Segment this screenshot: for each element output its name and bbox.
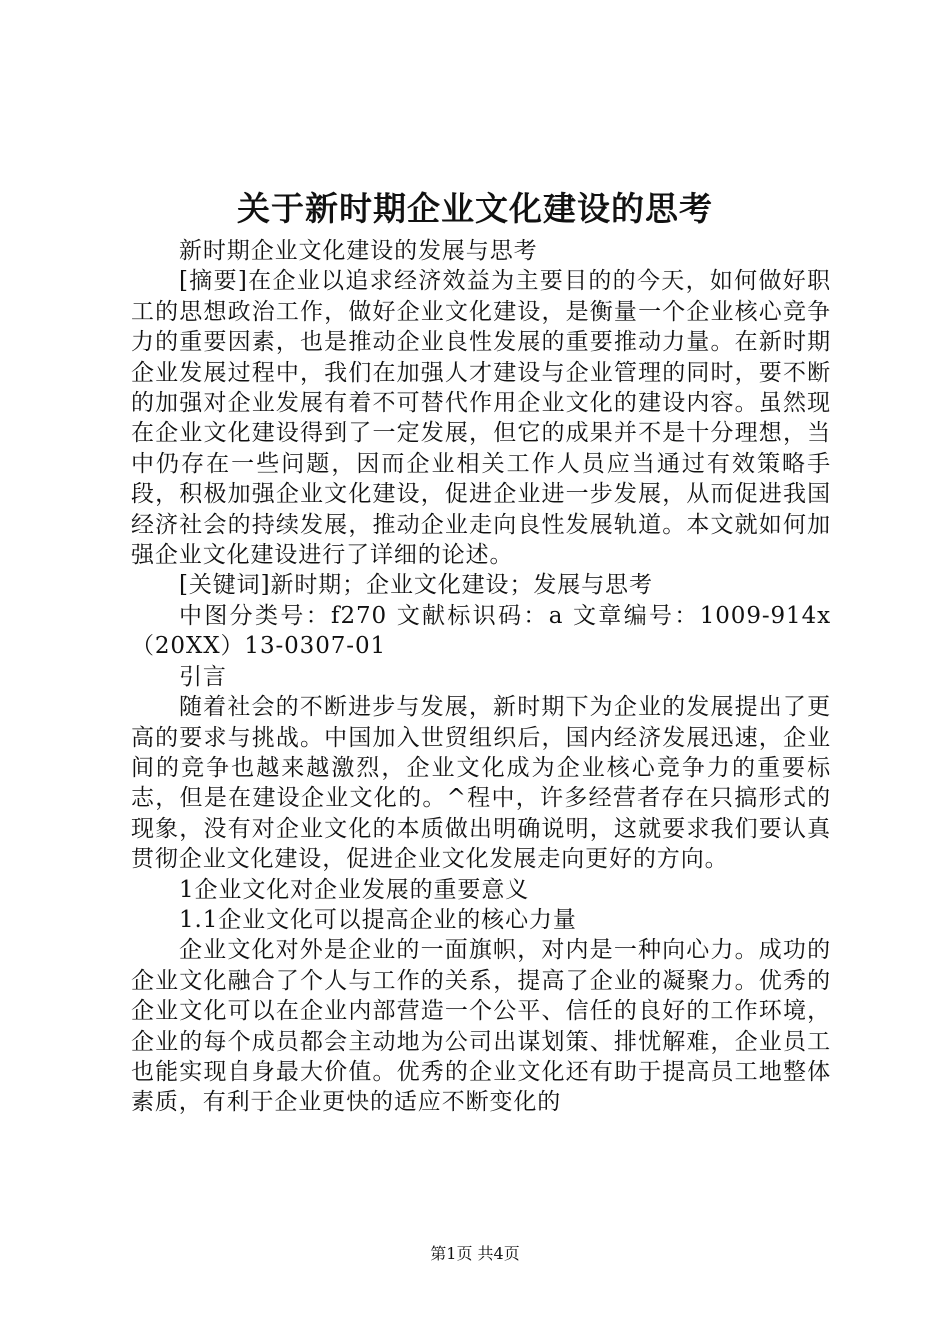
page-footer: 第1页 共4页 bbox=[430, 1244, 520, 1263]
section-1-1-heading: 1.1企业文化可以提高企业的核心力量 bbox=[179, 906, 577, 933]
document-body bbox=[131, 236, 831, 1118]
subtitle-paragraph: 新时期企业文化建设的发展与思考 bbox=[179, 238, 538, 264]
section-1-1-paragraph: 企业文化对外是企业的一面旗帜，对内是一种向心力。成功的企业文化融合了个人与工作的关系，提高了企业的凝聚力。优秀的企业文化可以在企业内部营造一个公平、信任的良好的工作环境，企业的每个成员都会主动地为公司出谋划策、排忧解难，企业员工也能实现自身最大价值。优秀的企业文化还有助于提高员工地整体素质，有利于企业更快的适应不断变化的 bbox=[131, 937, 831, 1116]
classification-paragraph: 中图分类号：f270 文献标识码：a 文章编号：1009-914x（20XX）13-0307-01 bbox=[131, 602, 831, 660]
introduction-paragraph: 随着社会的不断进步与发展，新时期下为企业的发展提出了更高的要求与挑战。中国加入世贸组织后，国内经济发展迅速，企业间的竞争也越来越激烈，企业文化成为企业核心竞争力的重要标志，但是在建设企业文化的。^程中，许多经营者存在只搞形式的现象，没有对企业文化的本质做出明确说明，这就要求我们要认真贯彻企业文化建设，促进企业文化发展走向更好的方向。 bbox=[131, 694, 831, 873]
abstract-paragraph: [摘要]在企业以追求经济效益为主要目的的今天，如何做好职工的思想政治工作，做好企业文化建设，是衡量一个企业核心竞争力的重要因素，也是推动企业良性发展的重要推动力量。在新时期企业发展过程中，我们在加强人才建设与企业管理的同时，要不断的加强对企业发展有着不可替代作用企业文化的建设内容。虽然现在企业文化建设得到了一定发展，但它的成果并不是十分理想，当中仍存在一些问题，因而企业相关工作人员应当通过有效策略手段，积极加强企业文化建设，促进企业进一步发展，从而促进我国经济社会的持续发展，推动企业走向良性发展轨道。本文就如何加强企业文化建设进行了详细的论述。 bbox=[131, 268, 831, 569]
keywords-paragraph: [关键词]新时期；企业文化建设；发展与思考 bbox=[179, 572, 653, 599]
document-title: 关于新时期企业文化建设的思考 bbox=[237, 189, 713, 228]
introduction-heading: 引言 bbox=[179, 663, 227, 690]
section-1-heading: 1企业文化对企业发展的重要意义 bbox=[179, 876, 530, 903]
